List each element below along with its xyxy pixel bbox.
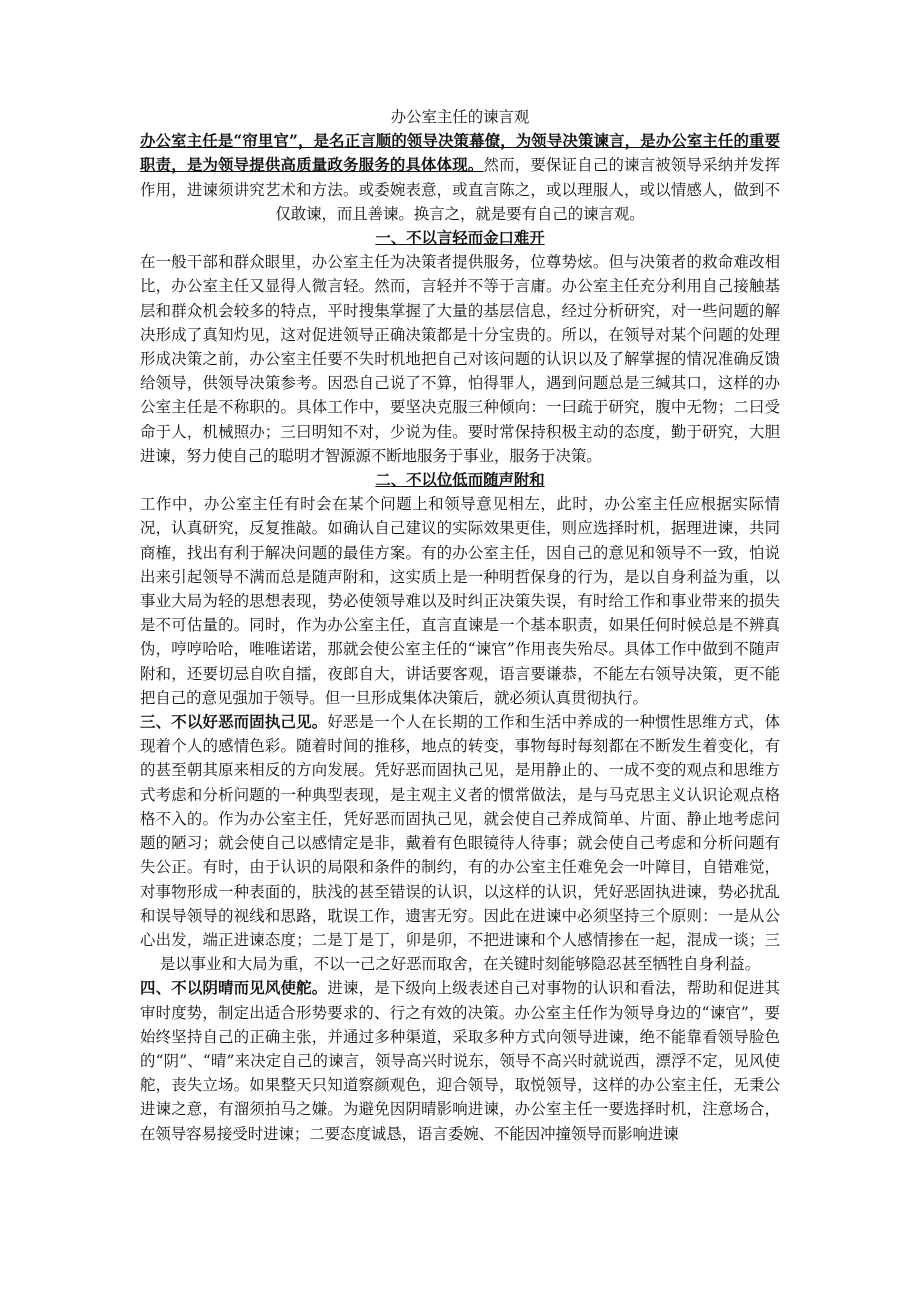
section3-paragraph: [140, 710, 780, 976]
section4-heading: 四、不以阴晴而见风使舵。: [140, 979, 328, 998]
document-title: 办公室主任的谏言观: [390, 108, 530, 126]
section2-heading: 二、不以位低而随声附和: [375, 471, 545, 490]
section1-body: 在一般干部和群众眼里，办公室主任为决策者提供服务，位尊势炫。但与决策者的救命难改相比，办公室主任又显得人微言轻。然而，言轻并不等于言庸。办公室主任充分利用自己接触基层和群众机会较多的特点，平时搜集掌握了大量的基层信息，经过分析研究，对一些问题的解决形成了真知灼见，这对促进领导正确决策都是十分宝贵的。所以，在领导对某个问题的处理形成决策之前，办公室主任要不失时机地把自己对该问题的认识以及了解掌握的情况准确反馈给领导，供领导决策参考。因恐自己说了不算，怕得罪人，遇到问题总是三缄其口，这样的办公室主任是不称职的。具体工作中，要坚决克服三种倾向：一曰疏于研究，腹中无物；二曰受命于人，机械照办；三曰明知不对，少说为佳。要时常保持积极主动的态度，勤于研究，大胆进谏，努力使自己的聪明才智源源不断地服务于事业，服务于决策。: [140, 253, 780, 465]
section1-heading: 一、不以言轻而金口难开: [375, 229, 545, 248]
section3-heading: 三、不以好恶而固执己见。: [140, 713, 328, 732]
intro-bold-lead: 办公室主任是“帘里官”，是名正言顺的领导决策幕僚，为领导决策谏言，是办公室主任的重要职责，是为领导提供高质量政务服务的具体体现。: [140, 132, 780, 175]
document-page: [140, 105, 780, 1146]
section3-body: 好恶是一个人在长期的工作和生活中养成的一种惯性思维方式，体现着个人的感情色彩。随着时间的推移，地点的转变，事物每时每刻都在不断发生着变化，有的甚至朝其原来相反的方向发展。凭好恶而固执己见，是用静止的、一成不变的观点和思维方式考虑和分析问题的一种典型表现，是主观主义者的惯常做法，是与马克思主义认识论观点格格不入的。作为办公室主任，凭好恶而固执己见，就会使自己养成简单、片面、静止地考虑问题的陋习；就会使自己以感情定是非，戴着有色眼镜待人待事；就会使自己考虑和分析问题有失公正。有时，由于认识的局限和条件的制约，有的办公室主任难免会一叶障目，自错难觉，对事物形成一种表面的，肤浅的甚至错误的认识，以这样的认识，凭好恶固执进谏，势必扰乱和误导领导的视线和思路，耽误工作，遗害无穷。因此在进谏中必须坚持三个原则：一是从公心出发，端正进谏态度；二是丁是丁，卯是卯，不把进谏和个人感情掺在一起，混成一谈；三是以事业和大局为重，不以一己之好恶而取舍，在关键时刻能够隐忍甚至牺牲自身利益。: [140, 713, 780, 974]
section4-body: 进谏，是下级向上级表述自己对事物的认识和看法，帮助和促进其审时度势，制定出适合形势要求的、行之有效的决策。办公室主任作为领导身边的“谏官”，要始终坚持自己的正确主张，并通过多种渠道，采取多种方式向领导进谏，绝不能靠看领导脸色的“阴”、“晴”来决定自己的谏言，领导高兴时说东，领导不高兴时就说西，漂浮不定，见风使舵，丧失立场。如果整天只知道察颜观色，迎合领导，取悦领导，这样的办公室主任，无秉公进谏之意，有溜须拍马之嫌。为避免因阴晴影响进谏，办公室主任一要选择时机，注意场合，在领导容易接受时进谏；二要态度诚恳，语言委婉、不能因冲撞领导而影响进谏: [140, 979, 780, 1143]
section4-paragraph: [140, 976, 780, 1145]
intro-paragraph: [140, 129, 780, 226]
section2-body: 工作中，办公室主任有时会在某个问题上和领导意见相左，此时，办公室主任应根据实际情况，认真研究，反复推敲。如确认自己建议的实际效果更佳，则应选择时机，据理进谏，共同商榷，找出有利于解决问题的最佳方案。有的办公室主任，因自己的意见和领导不一致，怕说出来引起领导不满而总是随声附和，这实质上是一种明哲保身的行为，是以自身利益为重，以事业大局为轻的思想表现，势必使领导难以及时纠正决策失误，有时给工作和事业带来的损失是不可估量的。同时，作为办公室主任，直言直谏是一个基本职责，如果任何时候总是不辨真伪，哼哼哈哈，唯唯诺诺，那就会使公室主任的“谏官”作用丧失殆尽。具体工作中做到不随声附和，还要切忌自吹自擂，夜郎自大，讲话要客观，语言要谦恭，不能左右领导决策，更不能把自己的意见强加于领导。但一旦形成集体决策后，就必须认真贯彻执行。: [140, 495, 780, 707]
intro-text: 然而，要保证自己的谏言被领导采纳并发挥作用，进谏须讲究艺术和方法。或委婉表意，或直言陈之，或以理服人，或以情感人，做到不仅敢谏，而且善谏。换言之，就是要有自己的谏言观。: [140, 156, 780, 223]
